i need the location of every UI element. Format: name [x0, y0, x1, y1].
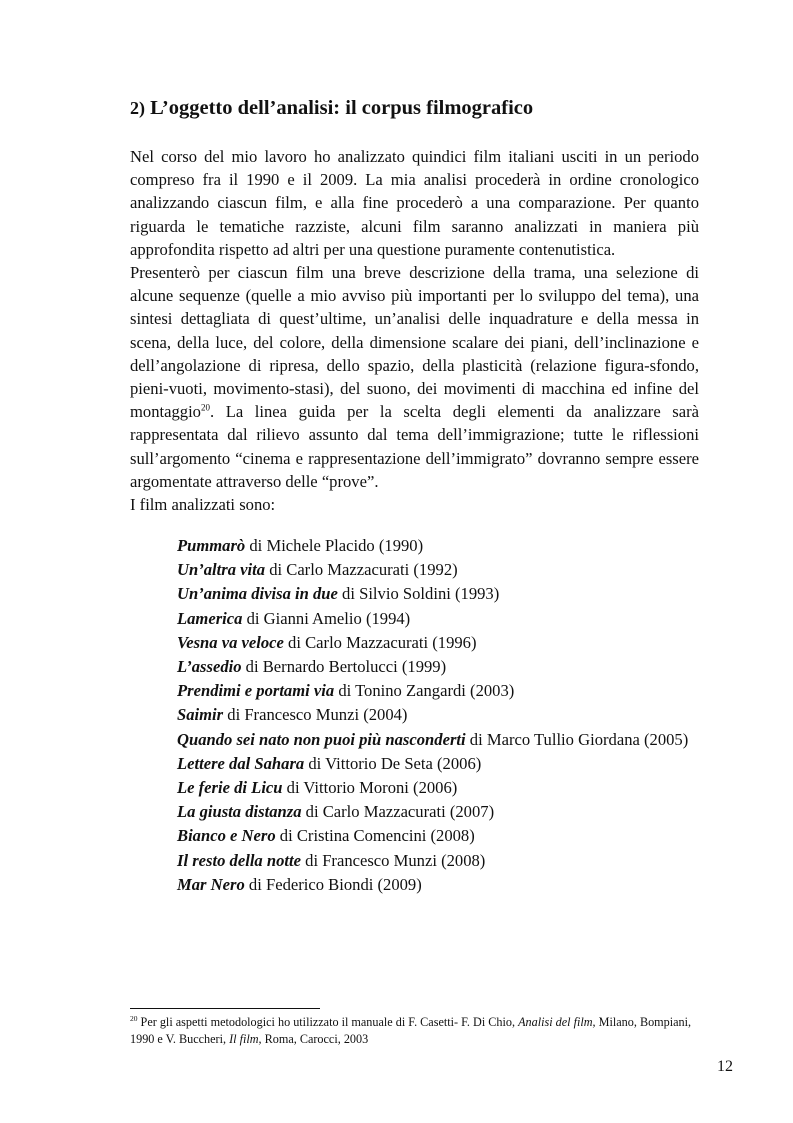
film-title: Saimir	[177, 705, 224, 725]
film-title: L’assedio	[177, 657, 242, 677]
film-credit: di Federico Biondi (2009)	[244, 874, 422, 894]
film-list	[177, 534, 699, 897]
footnote-text: Per gli aspetti metodologici ho utilizzato il manuale di F. Casetti- F. Di Chio,	[137, 1015, 519, 1029]
film-credit: di Silvio Soldini (1993)	[337, 584, 500, 604]
footnote-divider	[130, 1008, 320, 1009]
paragraph-method	[130, 261, 699, 493]
film-credit: di Tonino Zangardi (2003)	[334, 681, 515, 701]
footnote-reference[interactable]: 20	[200, 402, 210, 413]
footnote-number: 20	[130, 1013, 138, 1023]
film-title: Lettere dal Sahara	[177, 753, 305, 773]
film-credit: di Michele Placido (1990)	[245, 536, 424, 555]
film-list-item	[177, 776, 699, 800]
film-credit: di Carlo Mazzacurati (1996)	[283, 632, 477, 652]
footnote-book-title: Il film,	[229, 1031, 262, 1046]
film-credit: di Francesco Munzi (2004)	[223, 705, 408, 725]
film-credit: di Gianni Amelio (1994)	[242, 608, 411, 628]
film-list-item	[177, 824, 699, 848]
film-title: Il resto della notte	[177, 850, 301, 870]
footnote-text: Milano, Bompiani, 1990 e V. Buccheri,	[130, 1015, 692, 1046]
film-list-item	[177, 679, 699, 703]
footnote-text: Roma, Carocci, 2003	[261, 1031, 369, 1046]
film-title: Quando sei nato non puoi più nasconderti	[177, 729, 466, 749]
film-credit: di Bernardo Bertolucci (1999)	[241, 657, 447, 677]
paragraph-intro: Nel corso del mio lavoro ho analizzato quindici film italiani usciti in un periodo compreso fra il 1990 e il 2009. La mia analisi procederà in ordine cronologico analizzando ciascun film, e alla fine procederò a una comparazione. Per quanto riguarda le tematiche razziste, alcuni film saranno analizzati in maniera più approfondita rispetto ad altri per una questione puramente contenutistica.	[130, 147, 699, 259]
paragraph-method-text-cont: . La linea guida per la scelta degli elementi da analizzare sarà rappresentata dal rilievo assunto dal tema dell’immigrazione; tutte le riflessioni sull’argomento “cinema e rappresentazione dell’immigrato” dovranno sempre essere argomentate attraverso delle “prove”.	[130, 402, 699, 491]
page-number: 12	[717, 1058, 733, 1075]
film-credit: di Vittorio De Seta (2006)	[304, 753, 482, 773]
film-title: Vesna va veloce	[177, 632, 284, 652]
footnote	[130, 1014, 705, 1047]
paragraph-list-intro: I film analizzati sono:	[130, 495, 276, 515]
section-title: L’oggetto dell’analisi: il corpus filmografico	[150, 97, 534, 119]
film-list-item	[177, 607, 699, 631]
film-list-item	[177, 873, 699, 897]
section-number: 2)	[130, 98, 145, 118]
film-credit: di Carlo Mazzacurati (1992)	[265, 560, 458, 580]
body-text	[130, 145, 699, 516]
film-list-item	[177, 752, 699, 776]
film-title: Lamerica	[177, 608, 243, 628]
film-title: Un’altra vita	[177, 560, 266, 580]
film-credit: di Cristina Comencini (2008)	[275, 826, 475, 846]
film-credit: di Carlo Mazzacurati (2007)	[301, 802, 495, 822]
film-credit: di Francesco Munzi (2008)	[301, 850, 486, 870]
film-title: Pummarò	[177, 536, 246, 555]
film-title: Prendimi e portami via	[177, 681, 335, 701]
section-heading	[130, 97, 533, 120]
film-title: La giusta distanza	[177, 802, 302, 822]
film-title: Le ferie di Licu	[177, 778, 283, 798]
film-list-item	[177, 703, 699, 727]
film-credit: di Marco Tullio Giordana (2005)	[465, 729, 689, 749]
footnote-book-title: Analisi del film,	[518, 1015, 596, 1029]
film-list-item	[177, 534, 699, 558]
film-title: Mar Nero	[177, 874, 245, 894]
film-list-item	[177, 728, 699, 752]
film-list-item	[177, 582, 699, 606]
film-list-item	[177, 558, 699, 582]
film-list-item	[177, 631, 699, 655]
film-credit: di Vittorio Moroni (2006)	[282, 778, 458, 798]
film-list-item	[177, 849, 699, 873]
paragraph-method-text: Presenterò per ciascun film una breve descrizione della trama, una selezione di alcune sequenze (quelle a mio avviso più importanti per lo sviluppo del tema), una sintesi dettagliata di quest’ultime, un’analisi delle inquadrature e della messa in scena, della luce, del colore, della dimensione scalare dei piani, dell’inclinazione e dell’angolazione di ripresa, dello spazio, della plasticità (relazione figura-sfondo, pieni-vuoti, movimento-stasi), del suono, dei movimenti di macchina ed infine del montaggio	[130, 263, 699, 422]
film-list-item	[177, 655, 699, 679]
film-title: Un’anima divisa in due	[177, 584, 338, 604]
film-list-item	[177, 800, 699, 824]
film-title: Bianco e Nero	[177, 826, 276, 846]
